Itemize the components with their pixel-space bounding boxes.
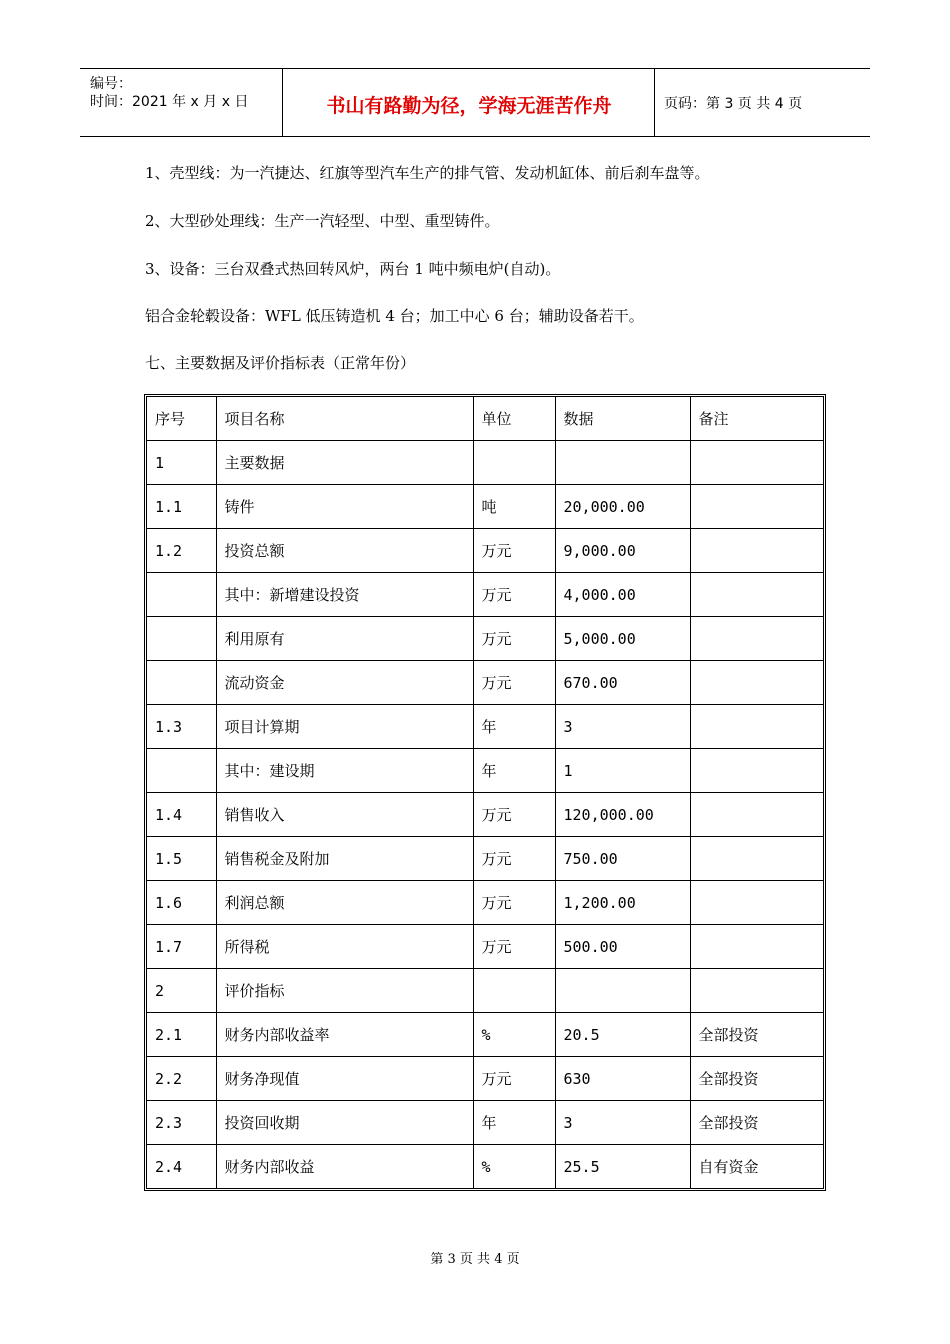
note-cell — [690, 837, 823, 881]
row-index-cell: 1.2 — [147, 529, 216, 573]
unit-cell: 万元 — [473, 793, 555, 837]
value-cell: 4,000.00 — [555, 573, 690, 617]
item-name-cell: 所得税 — [216, 925, 473, 969]
note-cell — [690, 705, 823, 749]
value-cell: 3 — [555, 1101, 690, 1145]
header-cell: 单位 — [473, 397, 555, 441]
item-name-cell: 项目计算期 — [216, 705, 473, 749]
unit-cell: 万元 — [473, 529, 555, 573]
page-header — [80, 68, 870, 137]
table-row — [147, 793, 823, 837]
table-row — [147, 573, 823, 617]
item-name-cell: 利润总额 — [216, 881, 473, 925]
note-cell — [690, 881, 823, 925]
unit-cell: 万元 — [473, 661, 555, 705]
table-row — [147, 441, 823, 485]
table-row — [147, 1145, 823, 1189]
value-cell: 25.5 — [555, 1145, 690, 1189]
note-cell: 全部投资 — [690, 1013, 823, 1057]
page-footer: 第 3 页 共 4 页 — [430, 1252, 520, 1267]
section-heading: 七、主要数据及评价指标表（正常年份） — [145, 354, 416, 372]
table-row — [147, 749, 823, 793]
note-cell — [690, 573, 823, 617]
unit-cell: 年 — [473, 705, 555, 749]
item-name-cell: 铸件 — [216, 485, 473, 529]
header-divider — [282, 69, 283, 136]
item-name-cell: 投资总额 — [216, 529, 473, 573]
value-cell: 20.5 — [555, 1013, 690, 1057]
row-index-cell — [147, 661, 216, 705]
unit-cell: 万元 — [473, 837, 555, 881]
value-cell: 1 — [555, 749, 690, 793]
row-index-cell: 2.4 — [147, 1145, 216, 1189]
item-name-cell: 销售税金及附加 — [216, 837, 473, 881]
header-cell: 项目名称 — [216, 397, 473, 441]
value-cell: 5,000.00 — [555, 617, 690, 661]
item-name-cell: 财务内部收益率 — [216, 1013, 473, 1057]
unit-cell: 万元 — [473, 1057, 555, 1101]
note-cell — [690, 441, 823, 485]
paragraph-aluminum-equipment: 铝合金轮毂设备：WFL 低压铸造机 4 台；加工中心 6 台；辅助设备若干。 — [145, 307, 644, 325]
unit-cell: 吨 — [473, 485, 555, 529]
note-cell — [690, 661, 823, 705]
table-row — [147, 1013, 823, 1057]
value-cell: 1,200.00 — [555, 881, 690, 925]
item-name-cell: 利用原有 — [216, 617, 473, 661]
row-index-cell: 1.5 — [147, 837, 216, 881]
unit-cell: 万元 — [473, 617, 555, 661]
item-name-cell: 主要数据 — [216, 441, 473, 485]
unit-cell: % — [473, 1013, 555, 1057]
header-cell: 序号 — [147, 397, 216, 441]
unit-cell: 万元 — [473, 573, 555, 617]
table-body — [147, 397, 823, 1188]
unit-cell — [473, 441, 555, 485]
header-divider — [654, 69, 655, 136]
value-cell: 120,000.00 — [555, 793, 690, 837]
item-name-cell: 财务内部收益 — [216, 1145, 473, 1189]
note-cell — [690, 529, 823, 573]
table-row — [147, 925, 823, 969]
row-index-cell: 1.4 — [147, 793, 216, 837]
value-cell — [555, 969, 690, 1013]
header-motto: 书山有路勤为径，学海无涯苦作舟 — [326, 95, 612, 117]
row-index-cell: 1.6 — [147, 881, 216, 925]
value-cell: 750.00 — [555, 837, 690, 881]
value-cell: 3 — [555, 705, 690, 749]
row-index-cell: 2.1 — [147, 1013, 216, 1057]
unit-cell: 万元 — [473, 881, 555, 925]
value-cell: 670.00 — [555, 661, 690, 705]
header-cell: 数据 — [555, 397, 690, 441]
note-cell — [690, 749, 823, 793]
table-row — [147, 1057, 823, 1101]
table-row — [147, 485, 823, 529]
row-index-cell — [147, 573, 216, 617]
table-row — [147, 617, 823, 661]
table-row — [147, 837, 823, 881]
item-name-cell: 评价指标 — [216, 969, 473, 1013]
table-row — [147, 705, 823, 749]
header-page-number: 页码：第 3 页 共 4 页 — [664, 96, 803, 112]
row-index-cell — [147, 749, 216, 793]
note-cell: 全部投资 — [690, 1057, 823, 1101]
value-cell: 9,000.00 — [555, 529, 690, 573]
unit-cell: 万元 — [473, 925, 555, 969]
item-name-cell: 投资回收期 — [216, 1101, 473, 1145]
item-name-cell: 销售收入 — [216, 793, 473, 837]
note-cell: 全部投资 — [690, 1101, 823, 1145]
value-cell: 500.00 — [555, 925, 690, 969]
unit-cell: 年 — [473, 749, 555, 793]
item-name-cell: 流动资金 — [216, 661, 473, 705]
unit-cell: 年 — [473, 1101, 555, 1145]
value-cell: 630 — [555, 1057, 690, 1101]
unit-cell — [473, 969, 555, 1013]
row-index-cell: 2.2 — [147, 1057, 216, 1101]
table-row — [147, 969, 823, 1013]
document-time-label: 时间：2021 年 x 月 x 日 — [90, 94, 249, 110]
row-index-cell — [147, 617, 216, 661]
item-name-cell: 其中：新增建设投资 — [216, 573, 473, 617]
paragraph-shell-line: 1、壳型线：为一汽捷达、红旗等型汽车生产的排气管、发动机缸体、前后刹车盘等。 — [145, 164, 710, 182]
table-row — [147, 529, 823, 573]
paragraph-sand-line: 2、大型砂处理线：生产一汽轻型、中型、重型铸件。 — [145, 212, 500, 230]
header-cell: 备注 — [690, 397, 823, 441]
unit-cell: % — [473, 1145, 555, 1189]
item-name-cell: 其中：建设期 — [216, 749, 473, 793]
value-cell — [555, 441, 690, 485]
row-index-cell: 1.3 — [147, 705, 216, 749]
data-table — [144, 394, 826, 1191]
table-row — [147, 1101, 823, 1145]
note-cell — [690, 969, 823, 1013]
row-index-cell: 2.3 — [147, 1101, 216, 1145]
note-cell — [690, 793, 823, 837]
note-cell — [690, 617, 823, 661]
table-row — [147, 661, 823, 705]
note-cell — [690, 485, 823, 529]
row-index-cell: 1.1 — [147, 485, 216, 529]
row-index-cell: 1.7 — [147, 925, 216, 969]
note-cell — [690, 925, 823, 969]
note-cell: 自有资金 — [690, 1145, 823, 1189]
value-cell: 20,000.00 — [555, 485, 690, 529]
row-index-cell: 1 — [147, 441, 216, 485]
row-index-cell: 2 — [147, 969, 216, 1013]
paragraph-equipment: 3、设备：三台双叠式热回转风炉，两台 1 吨中频电炉(自动)。 — [145, 260, 561, 278]
document-number-label: 编号： — [90, 76, 132, 92]
table-header-row — [147, 397, 823, 441]
table-row — [147, 881, 823, 925]
item-name-cell: 财务净现值 — [216, 1057, 473, 1101]
